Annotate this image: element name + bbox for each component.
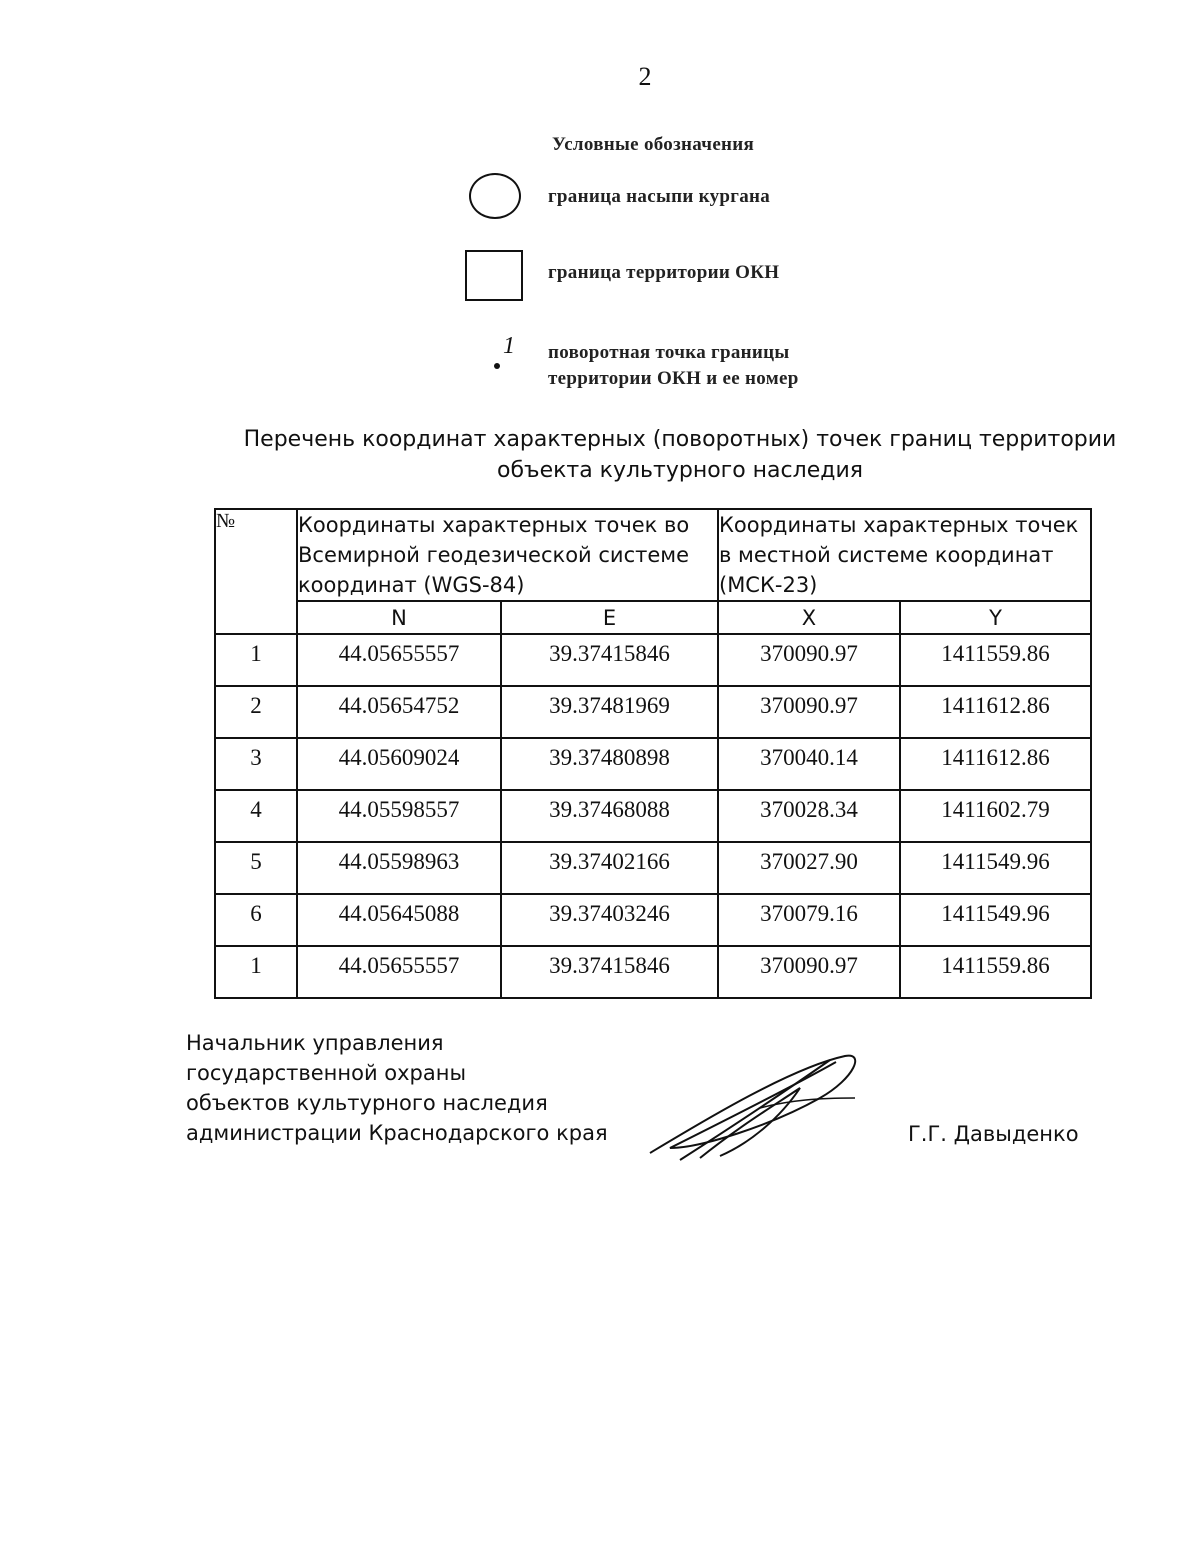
header-msk23: Координаты характерных точек в местной системе координат (МСК-23) bbox=[718, 509, 1091, 601]
signatory-line4: администрации Краснодарского края bbox=[186, 1121, 608, 1145]
turning-point-dot bbox=[494, 363, 500, 369]
cell-e: 39.37403246 bbox=[501, 894, 718, 946]
cell-x: 370028.34 bbox=[718, 790, 900, 842]
cell-no: 2 bbox=[215, 686, 297, 738]
cell-x: 370090.97 bbox=[718, 634, 900, 686]
turning-point-label bbox=[548, 340, 799, 392]
cell-x: 370090.97 bbox=[718, 686, 900, 738]
cell-e: 39.37402166 bbox=[501, 842, 718, 894]
turning-point-label-line2: территории ОКН и ее номер bbox=[548, 368, 799, 389]
cell-no: 5 bbox=[215, 842, 297, 894]
cell-no: 4 bbox=[215, 790, 297, 842]
cell-y: 1411549.96 bbox=[900, 894, 1091, 946]
cell-n: 44.05609024 bbox=[297, 738, 501, 790]
page-number: 2 bbox=[638, 62, 652, 91]
cell-n: 44.05645088 bbox=[297, 894, 501, 946]
signatory-line3: объектов культурного наследия bbox=[186, 1091, 548, 1115]
cell-no: 1 bbox=[215, 634, 297, 686]
cell-e: 39.37481969 bbox=[501, 686, 718, 738]
cell-e: 39.37468088 bbox=[501, 790, 718, 842]
cell-n: 44.05655557 bbox=[297, 946, 501, 998]
table-row bbox=[215, 946, 1091, 998]
cell-n: 44.05655557 bbox=[297, 634, 501, 686]
turning-point-label-line1: поворотная точка границы bbox=[548, 342, 790, 363]
legend-title: Условные обозначения bbox=[552, 134, 755, 155]
handwritten-signature bbox=[640, 1048, 870, 1168]
subheader-y: Y bbox=[900, 601, 1091, 634]
table-row bbox=[215, 790, 1091, 842]
cell-x: 370090.97 bbox=[718, 946, 900, 998]
cell-n: 44.05598963 bbox=[297, 842, 501, 894]
signatory-title bbox=[186, 1028, 608, 1148]
cell-y: 1411559.86 bbox=[900, 634, 1091, 686]
cell-e: 39.37415846 bbox=[501, 946, 718, 998]
cell-e: 39.37415846 bbox=[501, 634, 718, 686]
caption-line1: Перечень координат характерных (поворотных) точек границ территории bbox=[243, 427, 1117, 452]
cell-y: 1411549.96 bbox=[900, 842, 1091, 894]
cell-x: 370079.16 bbox=[718, 894, 900, 946]
coordinates-table bbox=[214, 508, 1092, 999]
table-row bbox=[215, 738, 1091, 790]
cell-n: 44.05654752 bbox=[297, 686, 501, 738]
cell-no: 1 bbox=[215, 946, 297, 998]
mound-boundary-label: граница насыпи кургана bbox=[548, 186, 771, 207]
cell-x: 370027.90 bbox=[718, 842, 900, 894]
subheader-x: X bbox=[718, 601, 900, 634]
cell-no: 3 bbox=[215, 738, 297, 790]
signatory-line2: государственной охраны bbox=[186, 1061, 467, 1085]
table-row bbox=[215, 842, 1091, 894]
cell-e: 39.37480898 bbox=[501, 738, 718, 790]
mound-boundary-symbol bbox=[469, 173, 521, 219]
table-caption bbox=[140, 424, 1200, 486]
cell-y: 1411612.86 bbox=[900, 686, 1091, 738]
signer-name: Г.Г. Давыденко bbox=[908, 1122, 1079, 1146]
cell-y: 1411559.86 bbox=[900, 946, 1091, 998]
table-subheader-row bbox=[215, 601, 1091, 634]
cell-x: 370040.14 bbox=[718, 738, 900, 790]
subheader-n: N bbox=[297, 601, 501, 634]
turning-point-number: 1 bbox=[503, 333, 515, 359]
cell-n: 44.05598557 bbox=[297, 790, 501, 842]
territory-boundary-label: граница территории ОКН bbox=[548, 262, 780, 283]
table-row bbox=[215, 686, 1091, 738]
caption-line2: объекта культурного наследия bbox=[497, 458, 863, 483]
subheader-e: E bbox=[501, 601, 718, 634]
territory-boundary-symbol bbox=[465, 250, 523, 301]
header-number: № bbox=[215, 509, 297, 634]
cell-no: 6 bbox=[215, 894, 297, 946]
table-row bbox=[215, 634, 1091, 686]
signatory-line1: Начальник управления bbox=[186, 1031, 444, 1055]
header-wgs84: Координаты характерных точек во Всемирной геодезической системе координат (WGS-84) bbox=[297, 509, 718, 601]
table-row bbox=[215, 894, 1091, 946]
cell-y: 1411612.86 bbox=[900, 738, 1091, 790]
cell-y: 1411602.79 bbox=[900, 790, 1091, 842]
table-header-row bbox=[215, 509, 1091, 601]
